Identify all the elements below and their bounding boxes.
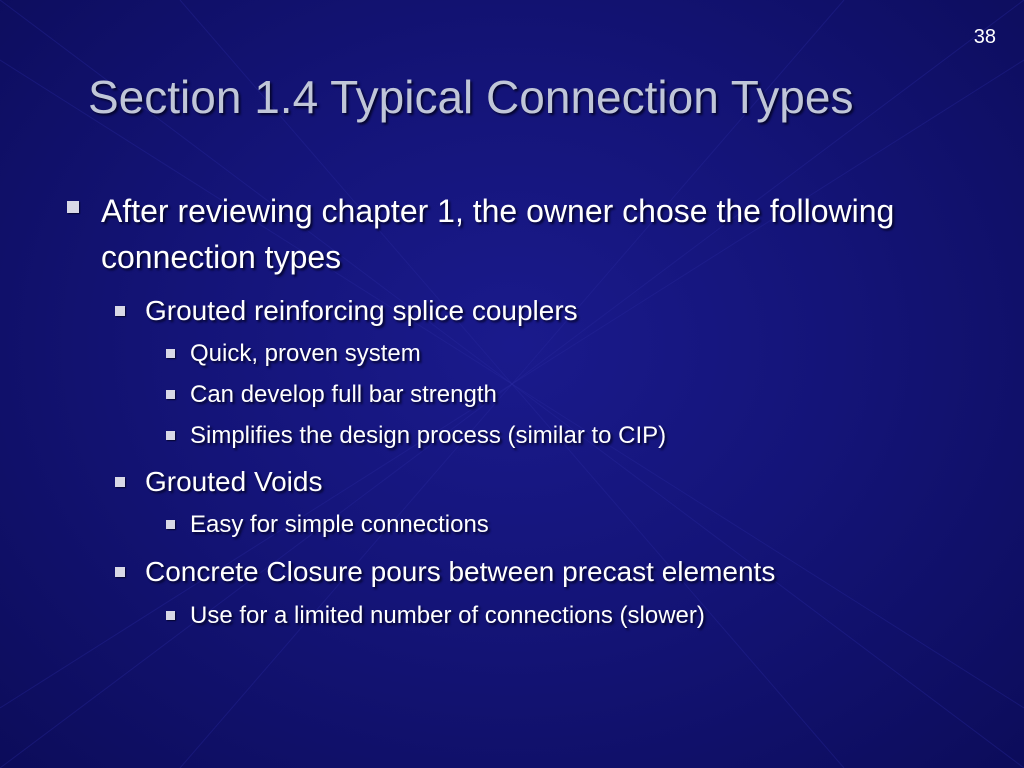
square-bullet-icon <box>67 201 79 213</box>
page-number: 38 <box>973 26 996 48</box>
bullet-item-level-2: Grouted Voids <box>145 466 323 497</box>
square-bullet-icon <box>115 567 125 577</box>
square-bullet-icon <box>166 520 175 529</box>
square-bullet-icon <box>166 611 175 620</box>
slide-title: Section 1.4 Typical Connection Types <box>88 71 854 123</box>
square-bullet-icon <box>115 477 125 487</box>
bullet-item-level-3: Simplifies the design process (similar to CIP) <box>190 422 667 449</box>
square-bullet-icon <box>166 390 175 399</box>
bullet-item-level-3: Use for a limited number of connections (slower) <box>190 602 705 629</box>
square-bullet-icon <box>166 349 175 358</box>
bullet-item-level-1: After reviewing chapter 1, the owner chose the following connection types <box>101 193 895 275</box>
bullet-item-level-2: Grouted reinforcing splice couplers <box>145 295 578 326</box>
bullet-item-level-2: Concrete Closure pours between precast elements <box>145 556 776 587</box>
bullet-item-level-3: Easy for simple connections <box>190 511 489 538</box>
bullet-item-level-3: Can develop full bar strength <box>190 381 497 408</box>
square-bullet-icon <box>166 431 175 440</box>
square-bullet-icon <box>115 306 125 316</box>
bullet-item-level-3: Quick, proven system <box>190 340 421 367</box>
